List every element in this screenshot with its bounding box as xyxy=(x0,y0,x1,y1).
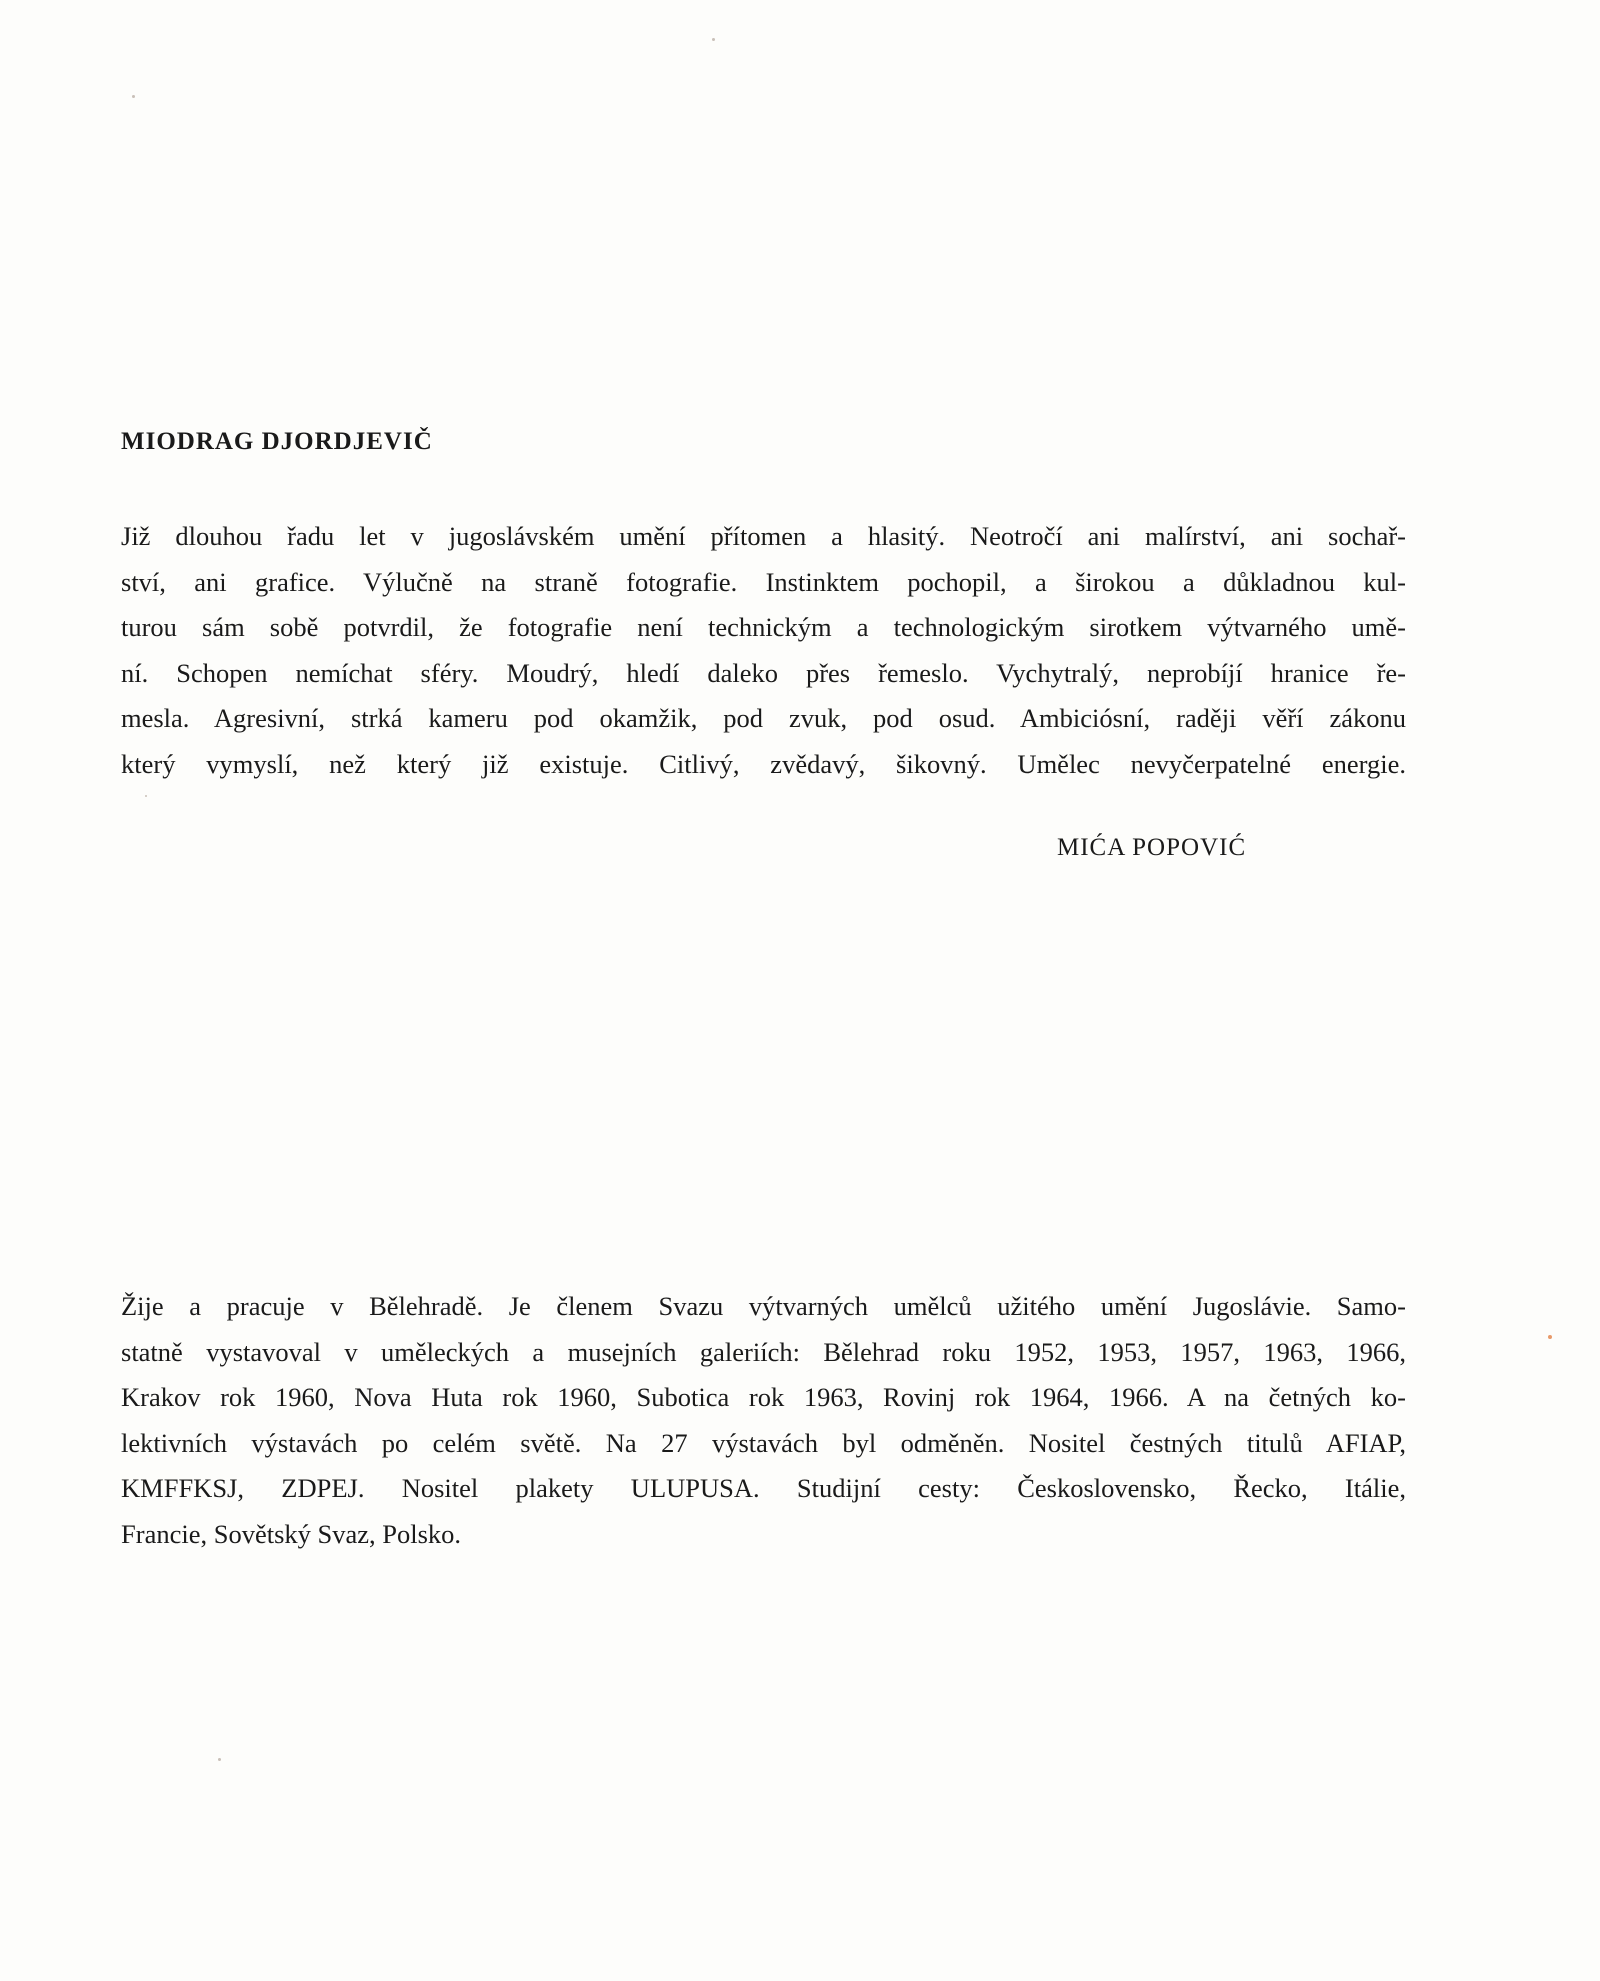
paper-speck xyxy=(132,95,135,98)
author-signature: MIĆA POPOVIĆ xyxy=(1057,834,1247,861)
artist-name-heading: MIODRAG DJORDJEVIČ xyxy=(121,428,433,455)
biography-line: Žije a pracuje v Bělehradě. Je členem Svazu výtvarných umělců užitého umění Jugoslávie. Samo- xyxy=(121,1291,1406,1321)
essay-line: turou sám sobě potvrdil, že fotografie není technickým a technologickým sirotkem výtvarného umě- xyxy=(121,612,1406,642)
essay-line: mesla. Agresivní, strká kameru pod okamžik, pod zvuk, pod osud. Ambiciósní, raději věří zákonu xyxy=(121,703,1406,733)
paper-speck xyxy=(1548,1335,1552,1339)
paper-speck xyxy=(712,38,715,41)
paper-speck xyxy=(145,795,147,797)
essay-line: který vymyslí, než který již existuje. Citlivý, zvědavý, šikovný. Umělec nevyčerpatelné energie. xyxy=(121,748,1406,779)
biography-line: statně vystavoval v uměleckých a musejních galeriích: Bělehrad roku 1952, 1953, 1957, 1963, 1966, xyxy=(121,1336,1406,1367)
biography-line: Krakov rok 1960, Nova Huta rok 1960, Subotica rok 1963, Rovinj rok 1964, 1966. A na četných ko- xyxy=(121,1382,1406,1412)
biography-line: lektivních výstavách po celém světě. Na 27 výstavách byl odměněn. Nositel čestných titulů AFIAP, xyxy=(121,1427,1406,1458)
biography-line: KMFFKSJ, ZDPEJ. Nositel plakety ULUPUSA. Studijní cesty: Československo, Řecko, Itálie, xyxy=(121,1473,1406,1503)
essay-line: ství, ani grafice. Výlučně na straně fotografie. Instinktem pochopil, a širokou a důkladnou kul- xyxy=(121,566,1406,597)
essay-paragraph xyxy=(121,514,1406,787)
biography-line: Francie, Sovětský Svaz, Polsko. xyxy=(121,1518,462,1549)
essay-line: Již dlouhou řadu let v jugoslávském umění přítomen a hlasitý. Neotročí ani malírství, ani sochař- xyxy=(121,521,1406,551)
paper-speck xyxy=(218,1758,221,1761)
essay-line: ní. Schopen nemíchat sféry. Moudrý, hledí daleko přes řemeslo. Vychytralý, neprobíjí hranice ře- xyxy=(121,657,1406,688)
biography-paragraph xyxy=(121,1284,1406,1557)
